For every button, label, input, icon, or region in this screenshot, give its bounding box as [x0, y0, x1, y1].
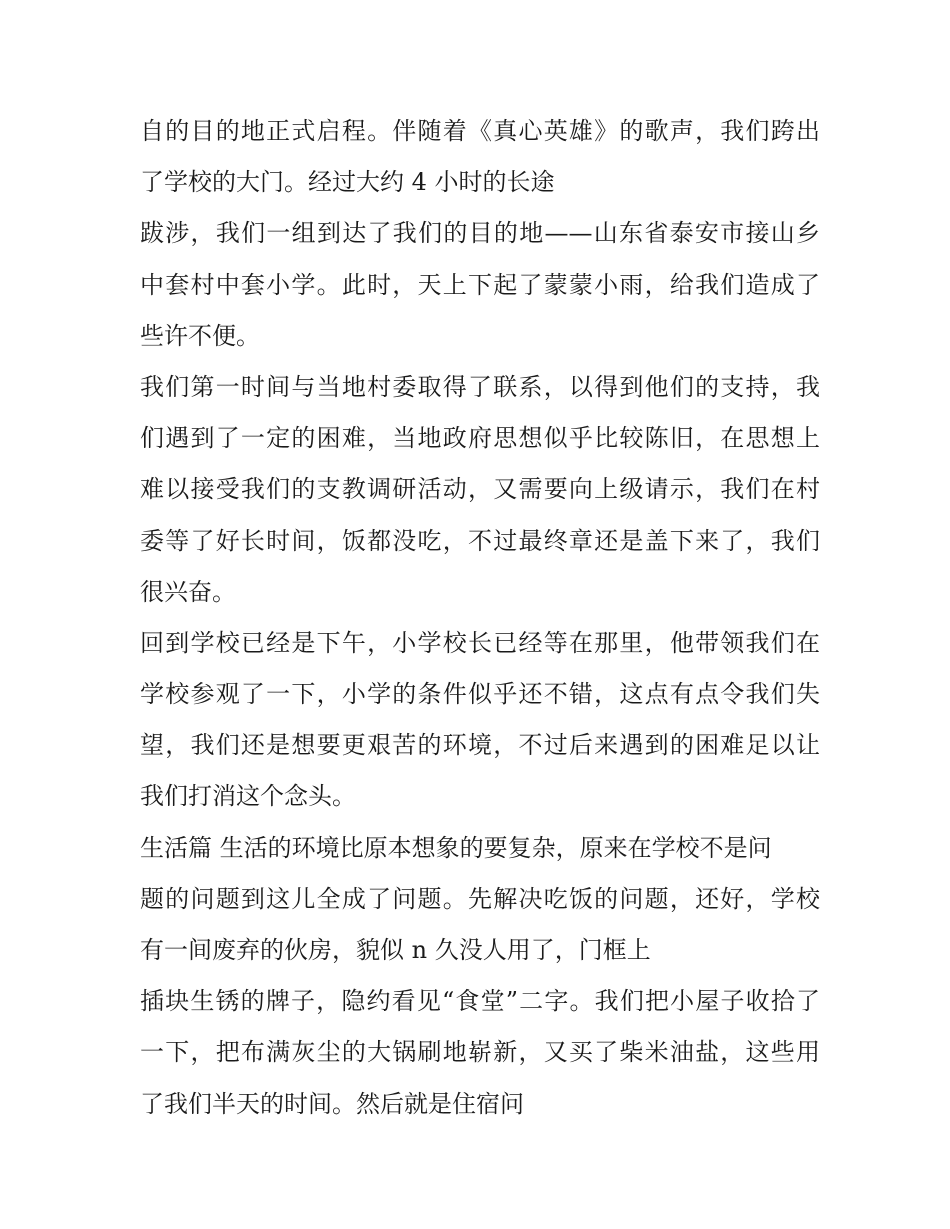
text-line-13: 望，我们还是想要更艰苦的环境，不过后来遇到的困难足以让 [140, 731, 820, 760]
body-text [140, 106, 820, 1130]
text-line-12: 学校参观了一下，小学的条件似乎还不错，这点有点令我们失 [140, 680, 820, 709]
text-line-10: 很兴奋。 [140, 577, 236, 606]
text-line-5: 些许不便。 [140, 321, 260, 350]
text-line-19: 一下，把布满灰尘的大锅刷地崭新，又买了柴米油盐，这些用 [140, 1038, 820, 1067]
text-line-9: 委等了好长时间，饭都没吃，不过最终章还是盖下来了，我们 [140, 526, 820, 555]
text-line-1: 自的目的地正式启程。伴随着《真心英雄》的歌声，我们跨出 [140, 117, 820, 145]
text-line-14: 我们打消这个念头。 [140, 782, 356, 811]
text-line-2: 了学校的大门。经过大约 4 小时的长途 [140, 168, 555, 197]
text-line-16: 题的问题到这儿全成了问题。先解决吃饭的问题，还好，学校 [140, 884, 820, 913]
text-line-3: 跋涉，我们一组到达了我们的目的地——山东省泰安市接山乡 [140, 219, 820, 248]
text-line-20: 了我们半天的时间。然后就是住宿问 [140, 1089, 524, 1118]
text-line-18: 插块生锈的牌子，隐约看见“食堂”二字。我们把小屋子收拾了 [140, 987, 820, 1016]
text-line-4: 中套村中套小学。此时，天上下起了蒙蒙小雨，给我们造成了 [140, 270, 820, 299]
text-line-17: 有一间废弃的伙房，貌似 n 久没人用了，门框上 [140, 936, 651, 964]
text-line-7: 们遇到了一定的困难，当地政府思想似乎比较陈旧，在思想上 [140, 424, 820, 453]
text-line-11: 回到学校已经是下午，小学校长已经等在那里，他带领我们在 [140, 628, 820, 657]
text-line-8: 难以接受我们的支教调研活动，又需要向上级请示，我们在村 [140, 475, 820, 504]
text-line-6: 我们第一时间与当地村委取得了联系，以得到他们的支持，我 [140, 372, 820, 401]
text-line-15: 生活篇 生活的环境比原本想象的要复杂，原来在学校不是问 [140, 833, 772, 862]
